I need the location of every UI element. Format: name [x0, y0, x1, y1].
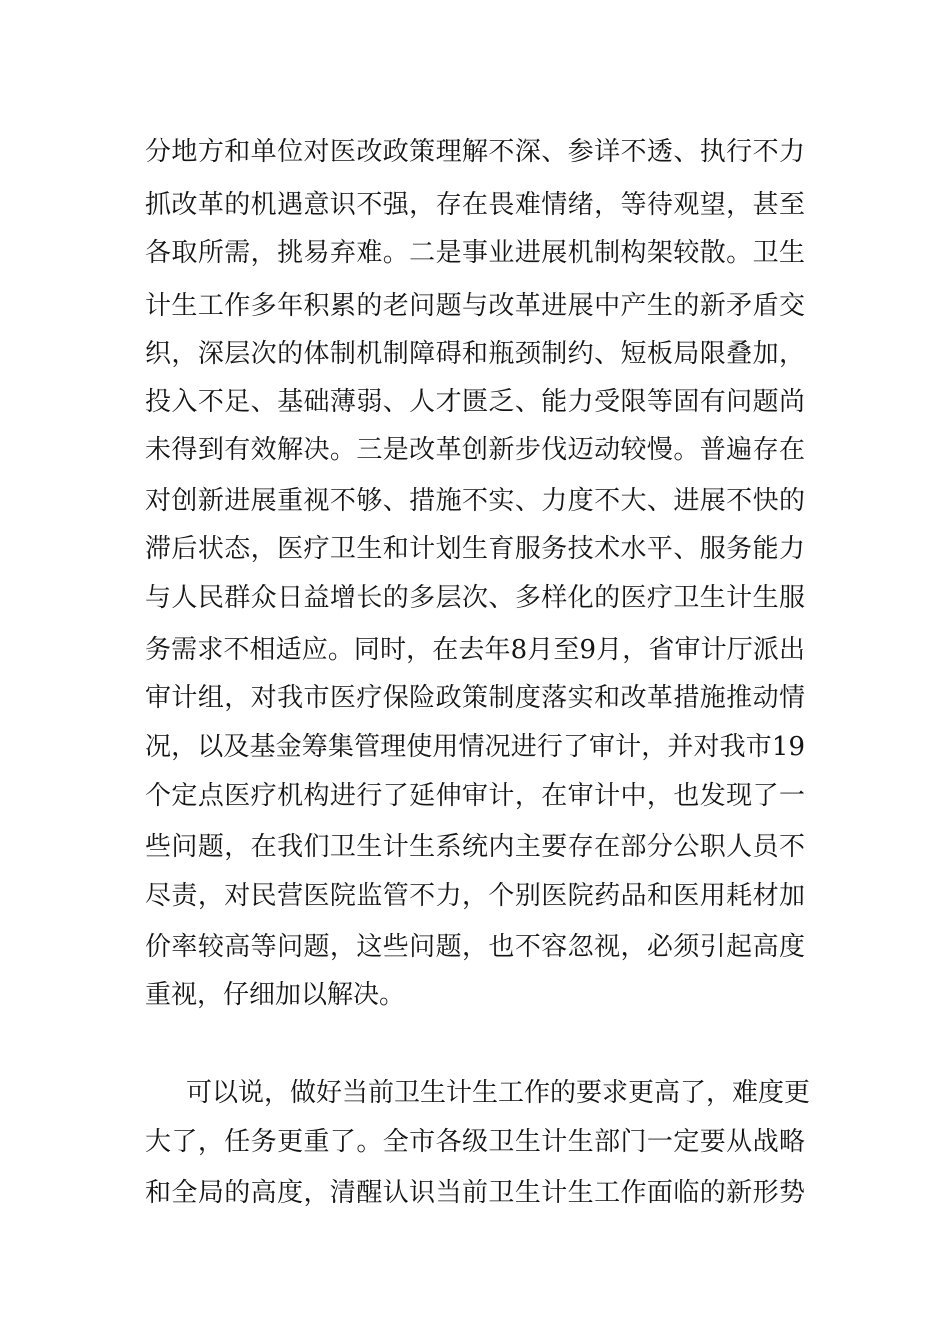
text-line: 滞后状态，医疗卫生和计划生育服务技术水平、服务能力 — [145, 534, 805, 564]
text-line: 审计组，对我市医疗保险政策制度落实和改革措施推动情 — [145, 683, 805, 713]
text-line: 对创新进展重视不够、措施不实、力度不大、进展不快的 — [145, 486, 805, 516]
text-line: 抓改革的机遇意识不强，存在畏难情绪，等待观望，甚至 — [145, 190, 805, 220]
text-line: 投入不足、基础薄弱、人才匮乏、能力受限等固有问题尚 — [145, 387, 805, 417]
text-line: 可以说，做好当前卫生计生工作的要求更高了，难度更 — [186, 1078, 811, 1108]
text-line: 重视，仔细加以解决。 — [145, 980, 406, 1010]
text-line: 与人民群众日益增长的多层次、多样化的医疗卫生计生服 — [145, 583, 805, 613]
text-line: 些问题，在我们卫生计生系统内主要存在部分公职人员不 — [145, 832, 805, 862]
text-line: 大了，任务更重了。全市各级卫生计生部门一定要从战略 — [145, 1127, 805, 1157]
text-line: 各取所需，挑易弃难。二是事业进展机制构架较散。卫生 — [145, 238, 805, 268]
text-line: 计生工作多年积累的老问题与改革进展中产生的新矛盾交 — [145, 291, 805, 321]
text-line: 和全局的高度，清醒认识当前卫生计生工作面临的新形势 — [145, 1178, 805, 1208]
text-line: 分地方和单位对医改政策理解不深、参详不透、执行不力 — [145, 137, 805, 167]
text-line: 务需求不相适应。同时，在去年8月至9月，省审计厅派出 — [145, 635, 805, 665]
text-line: 况，以及基金筹集管理使用情况进行了审计，并对我市19 — [145, 732, 805, 762]
text-line: 个定点医疗机构进行了延伸审计，在审计中，也发现了一 — [145, 781, 805, 811]
text-line: 织，深层次的体制机制障碍和瓶颈制约、短板局限叠加， — [145, 339, 805, 369]
text-line: 未得到有效解决。三是改革创新步伐迈动较慢。普遍存在 — [145, 435, 805, 465]
text-line: 尽责，对民营医院监管不力，个别医院药品和医用耗材加 — [145, 881, 805, 911]
text-line: 价率较高等问题，这些问题，也不容忽视，必须引起高度 — [145, 932, 805, 962]
